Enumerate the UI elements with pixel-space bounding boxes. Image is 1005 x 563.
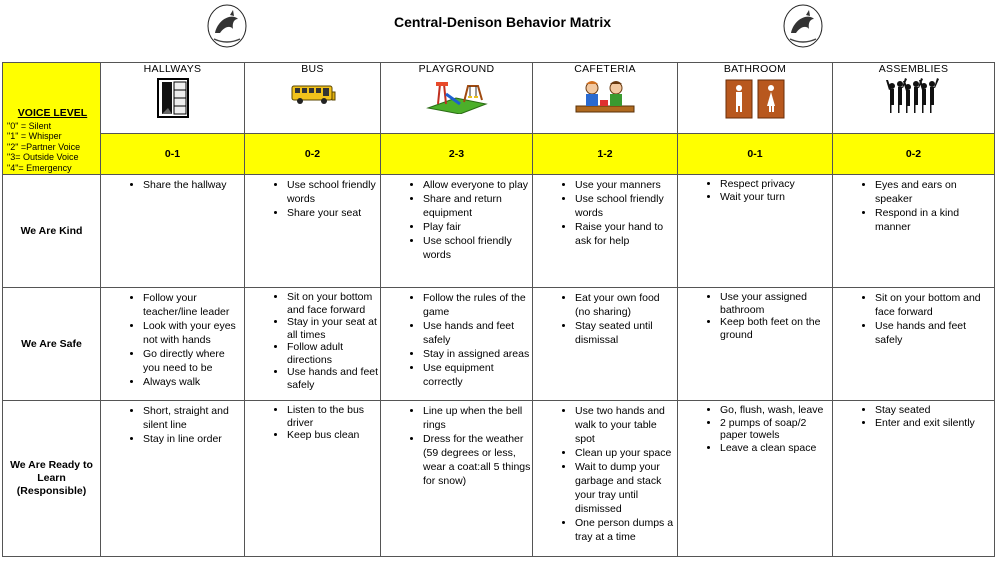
voice-level-item: "4"= Emergency <box>7 162 72 173</box>
list-item: • Share and return equipment <box>423 192 532 220</box>
voice-level-value: 0-1 <box>678 134 833 175</box>
dolphin-logo-icon <box>782 3 824 49</box>
list-item: • Listen to the bus driver <box>287 404 380 429</box>
list-item: • Use school friendly words <box>287 178 380 206</box>
cell <box>678 288 833 401</box>
voice-level-item: "0" = Silent <box>7 120 52 131</box>
list-item: • Use equipment correctly <box>423 361 532 389</box>
cell <box>678 175 833 288</box>
location-name: HALLWAYS <box>143 63 202 75</box>
list-item: • Enter and exit silently <box>875 417 994 430</box>
cell <box>245 175 381 288</box>
list-item: • Follow the rules of the game <box>423 291 532 319</box>
list-item: • Go, flush, wash, leave <box>720 404 832 417</box>
voice-level-title: VOICE LEVEL <box>17 107 88 119</box>
list-item: • Leave a clean space <box>720 442 832 455</box>
list-item: • Follow adult directions <box>287 341 380 366</box>
voice-level-value: 2-3 <box>381 134 533 175</box>
location-name: PLAYGROUND <box>418 63 495 75</box>
list-item: • Wait your turn <box>720 191 832 204</box>
list-item: • Always walk <box>143 375 244 389</box>
cell <box>101 288 245 401</box>
header-hallways <box>101 63 245 134</box>
list-item: • Sit on your bottom and face forward <box>287 291 380 316</box>
cell <box>533 175 678 288</box>
header-cafeteria <box>533 63 678 134</box>
cell <box>245 401 381 557</box>
cell <box>533 401 678 557</box>
voice-level-legend <box>3 63 101 175</box>
restroom-sign-icon <box>724 78 786 120</box>
list-item: • Raise your hand to ask for help <box>575 220 677 248</box>
list-item: • Stay in your seat at all times <box>287 316 380 341</box>
playground-icon <box>426 78 488 114</box>
location-name: BUS <box>301 63 324 75</box>
list-item: • Use hands and feet safely <box>423 319 532 347</box>
cell <box>833 175 995 288</box>
cell <box>833 401 995 557</box>
list-item: • Use hands and feet safely <box>287 366 380 391</box>
location-name: CAFETERIA <box>574 63 636 75</box>
school-bus-icon <box>290 78 336 108</box>
voice-level-row <box>3 134 995 175</box>
list-item: • Respond in a kind manner <box>875 206 994 234</box>
list-item: • Use school friendly words <box>423 234 532 262</box>
crowd-icon <box>886 78 942 114</box>
list-item: • Share the hallway <box>143 178 244 192</box>
list-item: • Stay in line order <box>143 432 244 446</box>
voice-level-value: 0-1 <box>101 134 245 175</box>
list-item: • Wait to dump your garbage and stack your tray until dismissed <box>575 460 677 516</box>
cell <box>101 401 245 557</box>
list-item: • Use your manners <box>575 178 677 192</box>
cell <box>381 175 533 288</box>
list-item: • One person dumps a tray at a time <box>575 516 677 544</box>
cafeteria-icon <box>574 78 636 118</box>
list-item: • Eyes and ears on speaker <box>875 178 994 206</box>
list-item: • Stay in assigned areas <box>423 347 532 361</box>
list-item: • Clean up your space <box>575 446 677 460</box>
list-item: • Short, straight and silent line <box>143 404 244 432</box>
header-assemblies <box>833 63 995 134</box>
cell <box>101 175 245 288</box>
list-item: • Go directly where you need to be <box>143 347 244 375</box>
voice-level-value: 0-2 <box>245 134 381 175</box>
row-label: We Are Safe <box>3 288 101 401</box>
list-item: • Follow your teacher/line leader <box>143 291 244 319</box>
list-item: • Allow everyone to play <box>423 178 532 192</box>
header-bus <box>245 63 381 134</box>
voice-level-item: "1" = Whisper <box>7 131 62 141</box>
row-safe <box>3 288 995 401</box>
list-item: • Sit on your bottom and face forward <box>875 291 994 319</box>
voice-level-item: "2" =Partner Voice <box>7 141 81 152</box>
list-item: • Use hands and feet safely <box>875 319 994 347</box>
list-item: • Use your assigned bathroom <box>720 291 832 316</box>
list-item: • Dress for the weather (59 degrees or less, wear a coat:all 5 things for snow) <box>423 432 532 488</box>
hallway-icon <box>157 78 189 118</box>
cell <box>678 401 833 557</box>
cell <box>533 288 678 401</box>
row-label: We Are Kind <box>3 175 101 288</box>
location-header-row <box>3 63 995 134</box>
header-playground <box>381 63 533 134</box>
location-name: ASSEMBLIES <box>878 63 949 75</box>
cell <box>381 401 533 557</box>
list-item: • Use two hands and walk to your table spot <box>575 404 677 446</box>
dolphin-logo-icon <box>206 3 248 49</box>
list-item: • 2 pumps of soap/2 paper towels <box>720 417 832 442</box>
list-item: • Respect privacy <box>720 178 832 191</box>
page-title: Central-Denison Behavior Matrix <box>393 14 612 30</box>
list-item: • Stay seated until dismissal <box>575 319 677 347</box>
cell <box>833 288 995 401</box>
voice-level-value: 1-2 <box>533 134 678 175</box>
list-item: • Line up when the bell rings <box>423 404 532 432</box>
list-item: • Look with your eyes not with hands <box>143 319 244 347</box>
cell <box>381 288 533 401</box>
voice-level-value: 0-2 <box>833 134 995 175</box>
location-name: BATHROOM <box>723 63 787 75</box>
cell <box>245 288 381 401</box>
list-item: • Keep both feet on the ground <box>720 316 832 341</box>
header-bathroom <box>678 63 833 134</box>
row-ready-to-learn <box>3 401 995 557</box>
list-item: • Play fair <box>423 220 532 234</box>
row-kind <box>3 175 995 288</box>
row-label: We Are Ready to Learn (Responsible) <box>3 401 101 557</box>
list-item: • Eat your own food (no sharing) <box>575 291 677 319</box>
voice-level-item: "3= Outside Voice <box>7 152 79 162</box>
list-item: • Stay seated <box>875 404 994 417</box>
list-item: • Share your seat <box>287 206 380 220</box>
list-item: • Keep bus clean <box>287 429 380 442</box>
behavior-matrix-table <box>2 62 995 557</box>
list-item: • Use school friendly words <box>575 192 677 220</box>
